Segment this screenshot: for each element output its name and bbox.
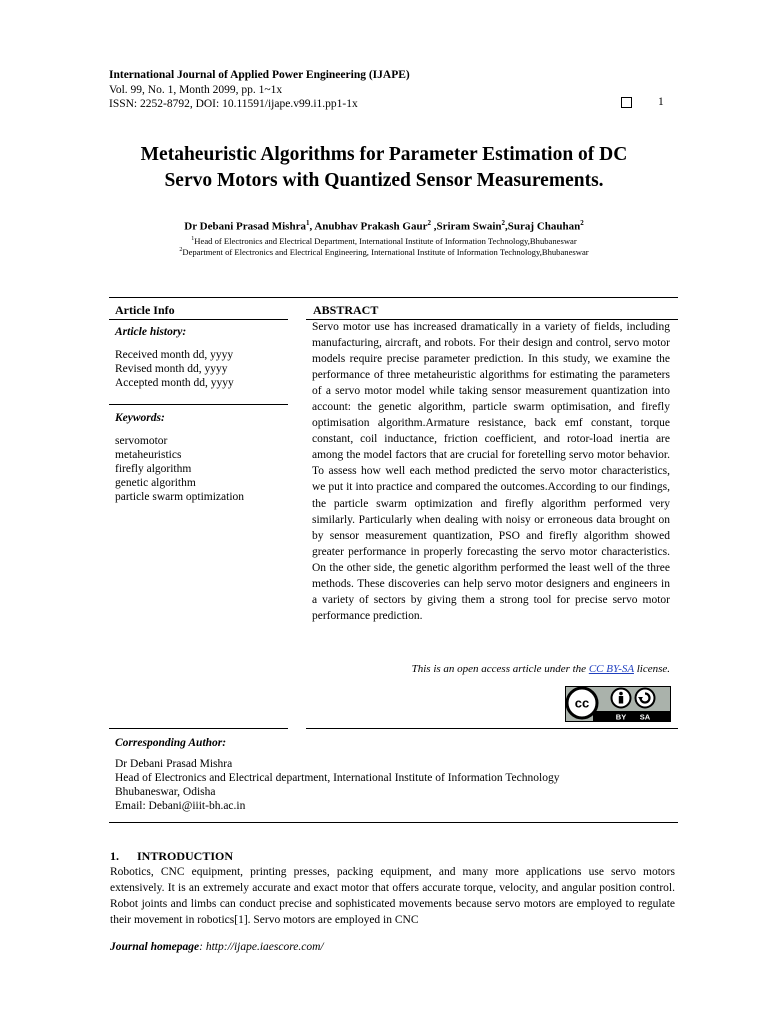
section-number: 1. (110, 849, 119, 863)
article-history-list (115, 348, 234, 390)
author-3: ,Sriram Swain (430, 220, 502, 233)
article-history-heading: Article history: (115, 326, 187, 338)
keyword: metaheuristics (115, 449, 182, 461)
author-1-sup: 1 (305, 219, 310, 227)
history-received: Received month dd, yyyy (115, 349, 234, 361)
keyword: firefly algorithm (115, 463, 192, 475)
title-line-2: Servo Motors with Quantized Sensor Measurements. (164, 170, 604, 191)
title-line-1: Metaheuristic Algorithms for Parameter Estimation of DC (140, 144, 628, 165)
introduction-text: Robotics, CNC equipment, printing presses, packing equipment, and many more applications use servo motors extensively. It is an extremely accurate and exact motor that offers accurate torque, velocity, and angular position control. Robot joints and limbs can conduct precise and sophisticated movements because servo motors are employed to regulate their movement in robotics[1]. Servo motors are employed in CNC (110, 866, 675, 927)
section-title: INTRODUCTION (137, 849, 234, 863)
keywords-list (115, 434, 244, 504)
cc-by-sa-badge-icon (565, 686, 671, 722)
abstract-text: Servo motor use has increased dramatically in a variety of fields, including manufacturing, aircraft, and robots. For their design and control, servo motor models require precise parameter prediction. In this study, we examine the performance of three metaheuristic algorithms for estimating the parameters of a servo motor model while taking sensor measurement quantization into account: the genetic algorithm, particle swarm optimisation, and firefly optimisation algorithm.Armature resistance, back emf constant, torque constant, coil inductance, friction coefficient, and rotor-load inertia are among the model factors that are crucial for foretelling servo motor behavior. To assess how well each method predicted the servo motor characteristics, we put it into practice and compared the outcomes.According to our findings, the particle swarm optimization and firefly algorithm performed very similarly. Particularly when dealing with noisy or erroneous data brought on by sensor measurement quantization, PSO and firefly algorithm showed greater performance in properly forecasting the servo motor characteristics. On the other side, the genetic algorithm performed the least well of the three methods. These discoveries can help servo motor designers and engineers in a variety of sectors by giving them a strong tool for precise servo motor performance prediction. (312, 321, 670, 622)
keyword: particle swarm optimization (115, 491, 245, 503)
page-number: 1 (658, 96, 664, 108)
affiliation-1: $^1$Head of Electronics and Electrical Department, International Institute of Information Technology,Bhubaneswar (191, 236, 577, 246)
article-info-rule (109, 319, 288, 320)
abstract-heading: ABSTRACT (313, 303, 379, 317)
journal-homepage (110, 941, 324, 953)
journal-name: International Journal of Applied Power Engineering (IJAPE) (109, 69, 410, 81)
author-4: ,Suraj Chauhan (505, 220, 581, 233)
corresponding-rule (109, 822, 678, 823)
corresponding-email: Email: Debani@iiit-bh.ac.in (115, 800, 246, 812)
author-list (110, 219, 658, 233)
keyword: genetic algorithm (115, 477, 196, 489)
homepage-url: : http://ijape.iaescore.com/ (199, 941, 324, 953)
corresponding-name: Dr Debani Prasad Mishra (115, 758, 233, 770)
author-1: Dr Debani Prasad Mishra (184, 220, 306, 233)
keywords-heading: Keywords: (115, 412, 165, 424)
history-revised: Revised month dd, yyyy (115, 363, 228, 375)
corresponding-author-block (115, 757, 675, 813)
corresponding-author-heading: Corresponding Author: (115, 737, 227, 749)
history-accepted: Accepted month dd, yyyy (115, 377, 234, 389)
abstract-bottom-rule (306, 728, 678, 729)
paper-title (120, 142, 648, 194)
top-rule (109, 297, 678, 298)
author-2: , Anubhav Prakash Gaur (309, 220, 428, 233)
checkbox-icon (621, 97, 632, 108)
keyword: servomotor (115, 435, 168, 447)
article-info-heading: Article Info (115, 303, 175, 317)
corresponding-position: Head of Electronics and Electrical department, International Institute of Information Technology (115, 772, 560, 784)
history-rule (109, 404, 288, 405)
license-line: This is an open access article under the CC BY-SA license. (411, 663, 670, 675)
author-2-sup: 2 (427, 219, 431, 227)
introduction-heading (110, 849, 233, 864)
keywords-rule (109, 728, 288, 729)
badge-cc-text: cc (574, 695, 590, 711)
journal-header (109, 68, 669, 112)
author-3-sup: 2 (501, 219, 506, 227)
affiliation-2: $^2$Department of Electronics and Electrical Engineering, International Institute of Information Technology,Bhubaneswar (179, 247, 589, 257)
author-4-sup: 2 (580, 219, 584, 227)
journal-volume: Vol. 99, No. 1, Month 2099, pp. 1~1x (109, 83, 283, 96)
badge-by-text: BY (615, 712, 627, 722)
homepage-label: Journal homepage (110, 941, 200, 953)
cc-by-sa-link[interactable]: CC BY-SA (588, 663, 634, 675)
badge-sa-text: SA (639, 712, 651, 722)
journal-issn: ISSN: 2252-8792, DOI: 10.11591/ijape.v99.i1.pp1-1x (109, 98, 358, 110)
corresponding-city: Bhubaneswar, Odisha (115, 786, 216, 798)
